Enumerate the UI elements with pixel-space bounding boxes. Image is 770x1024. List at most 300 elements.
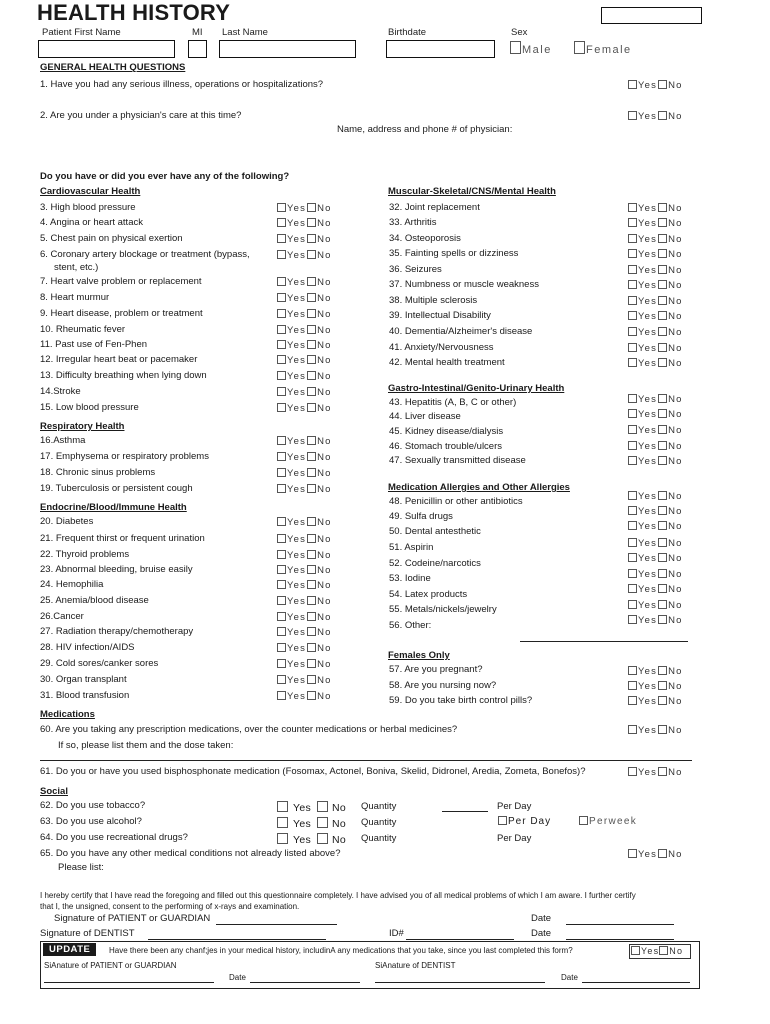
left-question-row: 18. Chronic sinus problems [40,467,156,478]
question-64: 64. Do you use recreational drugs? [40,832,188,843]
id-box[interactable] [601,7,702,24]
right-yes-no-15-yes-checkbox[interactable] [628,456,637,465]
left-yes-no-16[interactable] [277,468,332,479]
left-yes-no-16-yes-checkbox[interactable] [277,468,286,477]
right-yes-no-15-no-label: No [668,456,683,467]
left-yes-no-14[interactable] [277,436,332,447]
right-yes-no-26-yes-checkbox[interactable] [628,681,637,690]
right-yes-no-15-yes-label: Yes [638,456,658,467]
left-yes-no-25[interactable] [277,627,332,638]
left-yes-no-15-no-label: No [317,452,332,463]
update-patient-signature-line[interactable] [44,982,214,983]
left-yes-no-14-no-checkbox[interactable] [307,436,316,445]
social-yes-label: Yes [293,834,312,846]
right-yes-no-22-no-checkbox[interactable] [658,584,667,593]
right-yes-no-2-yes-checkbox[interactable] [628,234,637,243]
left-yes-no-18-yes-checkbox[interactable] [277,517,286,526]
right-yes-no-20-yes-checkbox[interactable] [628,553,637,562]
left-yes-no-26-no-checkbox[interactable] [307,643,316,652]
left-yes-no-23[interactable] [277,596,332,607]
right-yes-no-11[interactable] [628,394,683,405]
right-yes-no-11-yes-label: Yes [638,394,658,405]
right-yes-no-5[interactable] [628,280,683,291]
left-question-row: 7. Heart valve problem or replacement [40,276,202,287]
right-yes-no-26-no-checkbox[interactable] [658,681,667,690]
left-yes-no-16-no-checkbox[interactable] [307,468,316,477]
left-yes-no-3-no-checkbox[interactable] [307,250,316,259]
question-61: 61. Do you or have you used bisphosphonate medication (Fosomax, Actonel, Boniva, Skelid, Didronel, Aredia, Zometa, Bonefos)? [40,766,586,777]
left-yes-no-19[interactable] [277,534,332,545]
patient-signature-line[interactable] [216,924,337,925]
left-yes-no-10[interactable] [277,355,332,366]
left-yes-no-27-no-label: No [317,659,332,670]
left-yes-no-23-no-label: No [317,596,332,607]
right-yes-no-18-no-checkbox[interactable] [658,521,667,530]
left-yes-no-12-no-checkbox[interactable] [307,387,316,396]
right-yes-no-24[interactable] [628,615,683,626]
left-yes-no-25-yes-label: Yes [287,627,307,638]
right-yes-no-27-yes-label: Yes [638,696,658,707]
right-yes-no-20-no-checkbox[interactable] [658,553,667,562]
social-yes-checkbox-2[interactable] [277,833,288,844]
left-question-row: 20. Diabetes [40,516,94,527]
right-yes-no-18-yes-label: Yes [638,521,658,532]
other-allergy-line[interactable] [520,641,688,642]
right-yes-no-0-yes-label: Yes [638,203,658,214]
ever-had-prompt: Do you have or did you ever have any of the following? [40,171,290,182]
left-yes-no-19-no-label: No [317,534,332,545]
left-yes-no-3-yes-checkbox[interactable] [277,250,286,259]
social-no-label: No [332,834,347,846]
right-yes-no-7-yes-checkbox[interactable] [628,311,637,320]
sex-female-option[interactable]: Female [574,41,632,56]
certify-text-2: that I, the unsigned, consent to the performing of x-rays and examination. [40,902,300,911]
left-yes-no-13[interactable] [277,403,332,414]
right-yes-no-1-no-checkbox[interactable] [658,218,667,227]
right-yes-no-2[interactable] [628,234,683,245]
right-yes-no-24-yes-checkbox[interactable] [628,615,637,624]
q1-yes-no-yes-checkbox[interactable] [628,80,637,89]
medications-list-line[interactable] [40,760,692,761]
certify-text-1: I hereby certify that I have read the foregoing and filled out this questionnaire completely. I have advised you of all medical problems of which I am aware. I further certify [40,891,636,900]
right-yes-no-19-yes-checkbox[interactable] [628,538,637,547]
right-yes-no-10-yes-checkbox[interactable] [628,358,637,367]
left-yes-no-15-no-checkbox[interactable] [307,452,316,461]
q60-yes-no[interactable] [628,725,683,736]
update-yes-no[interactable]: Yes No [631,946,683,956]
left-yes-no-26-yes-label: Yes [287,643,307,654]
left-yes-no-23-no-checkbox[interactable] [307,596,316,605]
left-yes-no-2-no-checkbox[interactable] [307,234,316,243]
q61-yes-no-no-checkbox[interactable] [658,767,667,776]
q61-yes-no-yes-checkbox[interactable] [628,767,637,776]
right-question-row: 40. Dementia/Alzheimer's disease [389,326,533,337]
left-yes-no-25-no-label: No [317,627,332,638]
right-yes-no-4[interactable] [628,265,683,276]
right-yes-no-8-yes-label: Yes [638,327,658,338]
right-yes-no-8[interactable] [628,327,683,338]
left-question-row: 30. Organ transplant [40,674,127,685]
right-yes-no-9[interactable] [628,343,683,354]
last-name-field[interactable] [219,40,356,58]
birthdate-field[interactable] [386,40,495,58]
right-yes-no-5-yes-checkbox[interactable] [628,280,637,289]
right-yes-no-0-no-label: No [668,203,683,214]
right-yes-no-2-no-checkbox[interactable] [658,234,667,243]
male-checkbox[interactable] [510,41,521,54]
left-question-row: 31. Blood transfusion [40,690,130,701]
social-no-checkbox-0[interactable] [317,801,328,812]
right-yes-no-19[interactable] [628,538,683,549]
left-yes-no-19-yes-checkbox[interactable] [277,534,286,543]
right-yes-no-14[interactable] [628,441,683,452]
left-question-row: 10. Rheumatic fever [40,324,126,335]
left-yes-no-29[interactable] [277,691,332,702]
right-yes-no-5-no-checkbox[interactable] [658,280,667,289]
q60-yes-no-yes-checkbox[interactable] [628,725,637,734]
right-yes-no-4-yes-checkbox[interactable] [628,265,637,274]
right-yes-no-6-no-checkbox[interactable] [658,296,667,305]
left-yes-no-0-no-label: No [317,203,332,214]
right-yes-no-24-yes-label: Yes [638,615,658,626]
right-question-row: 50. Dental antesthetic [389,526,481,537]
right-yes-no-10[interactable] [628,358,683,369]
left-yes-no-13-yes-label: Yes [287,403,307,414]
left-yes-no-21-no-checkbox[interactable] [307,565,316,574]
social-yes-no-0[interactable] [277,801,346,814]
dentist-date-line[interactable] [566,939,674,940]
right-yes-no-13-no-checkbox[interactable] [658,425,667,434]
left-yes-no-26[interactable] [277,643,332,654]
right-yes-no-24-no-checkbox[interactable] [658,615,667,624]
left-yes-no-0-no-checkbox[interactable] [307,203,316,212]
right-yes-no-4-no-checkbox[interactable] [658,265,667,274]
left-yes-no-20-yes-checkbox[interactable] [277,550,286,559]
right-yes-no-27[interactable] [628,696,683,707]
left-yes-no-3-yes-label: Yes [287,250,307,261]
right-yes-no-21-yes-checkbox[interactable] [628,569,637,578]
left-yes-no-6-yes-checkbox[interactable] [277,293,286,302]
sex-label: Sex [511,27,528,38]
right-yes-no-7-no-checkbox[interactable] [658,311,667,320]
right-yes-no-24-no-label: No [668,615,683,626]
left-yes-no-6-no-label: No [317,293,332,304]
mi-field[interactable] [188,40,207,58]
left-yes-no-8-yes-checkbox[interactable] [277,325,286,334]
right-yes-no-7[interactable] [628,311,683,322]
q1-yes-no-no-checkbox[interactable] [658,80,667,89]
id-label: ID# [389,928,404,939]
right-yes-no-15[interactable] [628,456,683,467]
update-patient-date-line[interactable] [250,982,360,983]
left-yes-no-8-no-checkbox[interactable] [307,325,316,334]
tobacco-quantity-line[interactable] [442,811,488,812]
left-yes-no-0[interactable] [277,203,332,214]
question-62: 62. Do you use tobacco? [40,800,146,811]
left-yes-no-21[interactable] [277,565,332,576]
left-yes-no-10-yes-checkbox[interactable] [277,355,286,364]
right-yes-no-13-yes-label: Yes [638,425,658,436]
left-yes-no-22-no-label: No [317,580,332,591]
right-yes-no-3-no-checkbox[interactable] [658,249,667,258]
q65-yes-no-yes-checkbox[interactable] [628,849,637,858]
social-yes-label: Yes [293,802,312,814]
q2-yes-no-yes-checkbox[interactable] [628,111,637,120]
left-yes-no-15[interactable] [277,452,332,463]
left-yes-no-9-yes-checkbox[interactable] [277,340,286,349]
left-yes-no-1[interactable] [277,218,332,229]
left-yes-no-11[interactable] [277,371,332,382]
right-yes-no-27-no-checkbox[interactable] [658,696,667,705]
q65-yes-no-no-checkbox[interactable] [658,849,667,858]
right-yes-no-15-no-checkbox[interactable] [658,456,667,465]
update-dentist-date-line[interactable] [582,982,690,983]
right-yes-no-18-yes-checkbox[interactable] [628,521,637,530]
left-yes-no-13-no-checkbox[interactable] [307,403,316,412]
right-yes-no-23-no-checkbox[interactable] [658,600,667,609]
right-yes-no-2-yes-label: Yes [638,234,658,245]
left-yes-no-14-yes-checkbox[interactable] [277,436,286,445]
first-name-field[interactable] [38,40,175,58]
right-yes-no-16-yes-checkbox[interactable] [628,491,637,500]
msk-heading: Muscular-Skeletal/CNS/Mental Health [388,186,556,197]
left-yes-no-2-no-label: No [317,234,332,245]
left-yes-no-8[interactable] [277,325,332,336]
right-yes-no-13-no-label: No [668,425,683,436]
q1-yes-no[interactable] [628,80,683,91]
left-question-row: 16.Asthma [40,435,86,446]
q2-yes-no[interactable] [628,111,683,122]
left-yes-no-22-no-checkbox[interactable] [307,580,316,589]
left-yes-no-25-no-checkbox[interactable] [307,627,316,636]
left-yes-no-19-no-checkbox[interactable] [307,534,316,543]
right-yes-no-25[interactable] [628,666,683,677]
left-yes-no-7-yes-label: Yes [287,309,307,320]
left-yes-no-17-no-checkbox[interactable] [307,484,316,493]
social-no-checkbox-2[interactable] [317,833,328,844]
right-yes-no-26[interactable] [628,681,683,692]
alcohol-per-day-checkbox[interactable] [498,816,507,825]
right-yes-no-3[interactable] [628,249,683,260]
right-question-row: 35. Fainting spells or dizziness [389,248,519,259]
left-yes-no-9-no-checkbox[interactable] [307,340,316,349]
right-yes-no-3-yes-checkbox[interactable] [628,249,637,258]
left-yes-no-5[interactable] [277,277,332,288]
left-yes-no-6-no-checkbox[interactable] [307,293,316,302]
left-yes-no-25-yes-checkbox[interactable] [277,627,286,636]
left-yes-no-18[interactable] [277,517,332,528]
social-yes-no-2[interactable] [277,833,346,846]
patient-date-line[interactable] [566,924,674,925]
right-yes-no-21[interactable] [628,569,683,580]
left-yes-no-12-yes-checkbox[interactable] [277,387,286,396]
dentist-signature-line[interactable] [148,939,326,940]
right-yes-no-11-no-checkbox[interactable] [658,394,667,403]
left-question-row: 8. Heart murmur [40,292,110,303]
left-yes-no-22-yes-checkbox[interactable] [277,580,286,589]
left-yes-no-23-yes-checkbox[interactable] [277,596,286,605]
right-yes-no-12-no-checkbox[interactable] [658,409,667,418]
right-yes-no-12-yes-checkbox[interactable] [628,409,637,418]
left-yes-no-1-no-checkbox[interactable] [307,218,316,227]
right-question-row: 49. Sulfa drugs [389,511,453,522]
social-yes-checkbox-1[interactable] [277,817,288,828]
left-yes-no-10-no-checkbox[interactable] [307,355,316,364]
left-yes-no-5-no-checkbox[interactable] [307,277,316,286]
social-yes-label: Yes [293,818,312,830]
left-yes-no-2[interactable] [277,234,332,245]
right-yes-no-8-yes-checkbox[interactable] [628,327,637,336]
right-question-row: 36. Seizures [389,264,442,275]
left-yes-no-28-no-checkbox[interactable] [307,675,316,684]
alcohol-per-week-option[interactable]: Perweek [579,816,637,827]
right-yes-no-16-no-checkbox[interactable] [658,491,667,500]
q1-yes-no-no-label: No [668,80,683,91]
right-yes-no-13[interactable] [628,425,683,436]
update-patient-date-label: Date [229,973,246,982]
left-yes-no-27-yes-checkbox[interactable] [277,659,286,668]
right-yes-no-12-no-label: No [668,409,683,420]
right-yes-no-27-yes-checkbox[interactable] [628,696,637,705]
left-question-row: 24. Hemophilia [40,579,104,590]
left-yes-no-9[interactable] [277,340,332,351]
left-yes-no-20[interactable] [277,550,332,561]
q61-yes-no[interactable] [628,767,683,778]
left-yes-no-12[interactable] [277,387,332,398]
last-name-label: Last Name [222,27,268,38]
right-yes-no-23-yes-checkbox[interactable] [628,600,637,609]
right-yes-no-1-yes-checkbox[interactable] [628,218,637,227]
right-yes-no-10-no-checkbox[interactable] [658,358,667,367]
update-dentist-signature-line[interactable] [375,982,545,983]
left-yes-no-24-yes-checkbox[interactable] [277,612,286,621]
right-yes-no-20[interactable] [628,553,683,564]
left-yes-no-18-no-checkbox[interactable] [307,517,316,526]
right-yes-no-1[interactable] [628,218,683,229]
right-yes-no-14-no-checkbox[interactable] [658,441,667,450]
left-yes-no-13-yes-checkbox[interactable] [277,403,286,412]
right-yes-no-13-yes-checkbox[interactable] [628,425,637,434]
right-yes-no-9-no-checkbox[interactable] [658,343,667,352]
right-yes-no-16[interactable] [628,491,683,502]
dentist-signature-label: Signature of DENTIST [40,928,135,939]
left-yes-no-7[interactable] [277,309,332,320]
left-yes-no-6[interactable] [277,293,332,304]
left-yes-no-15-yes-checkbox[interactable] [277,452,286,461]
left-yes-no-27[interactable] [277,659,332,670]
left-yes-no-2-yes-checkbox[interactable] [277,234,286,243]
left-yes-no-7-no-checkbox[interactable] [307,309,316,318]
female-checkbox[interactable] [574,41,585,54]
left-yes-no-11-yes-checkbox[interactable] [277,371,286,380]
update-dentist-date-label: Date [561,973,578,982]
left-yes-no-11-no-checkbox[interactable] [307,371,316,380]
left-yes-no-21-yes-checkbox[interactable] [277,565,286,574]
right-yes-no-6-yes-checkbox[interactable] [628,296,637,305]
left-yes-no-28-no-label: No [317,675,332,686]
social-yes-checkbox-0[interactable] [277,801,288,812]
right-yes-no-14-yes-checkbox[interactable] [628,441,637,450]
right-yes-no-25-no-checkbox[interactable] [658,666,667,675]
right-yes-no-8-no-checkbox[interactable] [658,327,667,336]
alcohol-per-week-checkbox[interactable] [579,816,588,825]
update-yes-checkbox[interactable] [631,946,640,955]
right-yes-no-17-no-checkbox[interactable] [658,506,667,515]
right-yes-no-0[interactable] [628,203,683,214]
right-yes-no-21-no-checkbox[interactable] [658,569,667,578]
right-yes-no-9-yes-checkbox[interactable] [628,343,637,352]
right-yes-no-6[interactable] [628,296,683,307]
right-yes-no-0-no-checkbox[interactable] [658,203,667,212]
left-yes-no-24-yes-label: Yes [287,612,307,623]
social-no-checkbox-1[interactable] [317,817,328,828]
left-yes-no-28[interactable] [277,675,332,686]
right-yes-no-12[interactable] [628,409,683,420]
sex-male-option[interactable]: Male [510,41,552,56]
right-yes-no-0-yes-checkbox[interactable] [628,203,637,212]
left-yes-no-28-yes-checkbox[interactable] [277,675,286,684]
left-yes-no-17-yes-checkbox[interactable] [277,484,286,493]
left-yes-no-5-yes-checkbox[interactable] [277,277,286,286]
left-yes-no-18-no-label: No [317,517,332,528]
right-yes-no-23[interactable] [628,600,683,611]
id-line[interactable] [406,939,514,940]
right-yes-no-17[interactable] [628,506,683,517]
right-yes-no-25-yes-label: Yes [638,666,658,677]
left-question-row: 29. Cold sores/canker sores [40,658,159,669]
q61-yes-no-yes-label: Yes [638,767,658,778]
right-yes-no-20-yes-label: Yes [638,553,658,564]
left-question-row: stent, etc.) [54,262,99,273]
left-yes-no-17[interactable] [277,484,332,495]
left-yes-no-24[interactable] [277,612,332,623]
right-yes-no-22-no-label: No [668,584,683,595]
q65-yes-no[interactable] [628,849,683,860]
left-yes-no-26-yes-checkbox[interactable] [277,643,286,652]
q2-yes-no-no-checkbox[interactable] [658,111,667,120]
update-no-checkbox[interactable] [659,946,668,955]
left-yes-no-29-no-checkbox[interactable] [307,691,316,700]
right-yes-no-19-no-checkbox[interactable] [658,538,667,547]
social-no-label: No [332,818,347,830]
right-yes-no-1-no-label: No [668,218,683,229]
left-yes-no-12-yes-label: Yes [287,387,307,398]
alcohol-per-day-option[interactable]: Per Day [498,816,551,827]
left-question-row: 17. Emphysema or respiratory problems [40,451,209,462]
right-yes-no-11-yes-checkbox[interactable] [628,394,637,403]
left-yes-no-0-yes-checkbox[interactable] [277,203,286,212]
right-yes-no-18[interactable] [628,521,683,532]
right-yes-no-22-yes-checkbox[interactable] [628,584,637,593]
q60-yes-no-no-checkbox[interactable] [658,725,667,734]
right-yes-no-22[interactable] [628,584,683,595]
tobacco-per-day-label: Per Day [497,801,532,812]
left-yes-no-1-yes-checkbox[interactable] [277,218,286,227]
right-yes-no-25-yes-checkbox[interactable] [628,666,637,675]
left-yes-no-3[interactable] [277,250,332,261]
left-yes-no-24-no-checkbox[interactable] [307,612,316,621]
left-yes-no-9-yes-label: Yes [287,340,307,351]
left-yes-no-20-no-checkbox[interactable] [307,550,316,559]
left-yes-no-29-yes-checkbox[interactable] [277,691,286,700]
left-yes-no-0-yes-label: Yes [287,203,307,214]
right-yes-no-17-yes-checkbox[interactable] [628,506,637,515]
left-question-row: 28. HIV infection/AIDS [40,642,135,653]
left-yes-no-22[interactable] [277,580,332,591]
social-yes-no-1[interactable] [277,817,346,830]
left-yes-no-7-yes-checkbox[interactable] [277,309,286,318]
left-yes-no-27-no-checkbox[interactable] [307,659,316,668]
